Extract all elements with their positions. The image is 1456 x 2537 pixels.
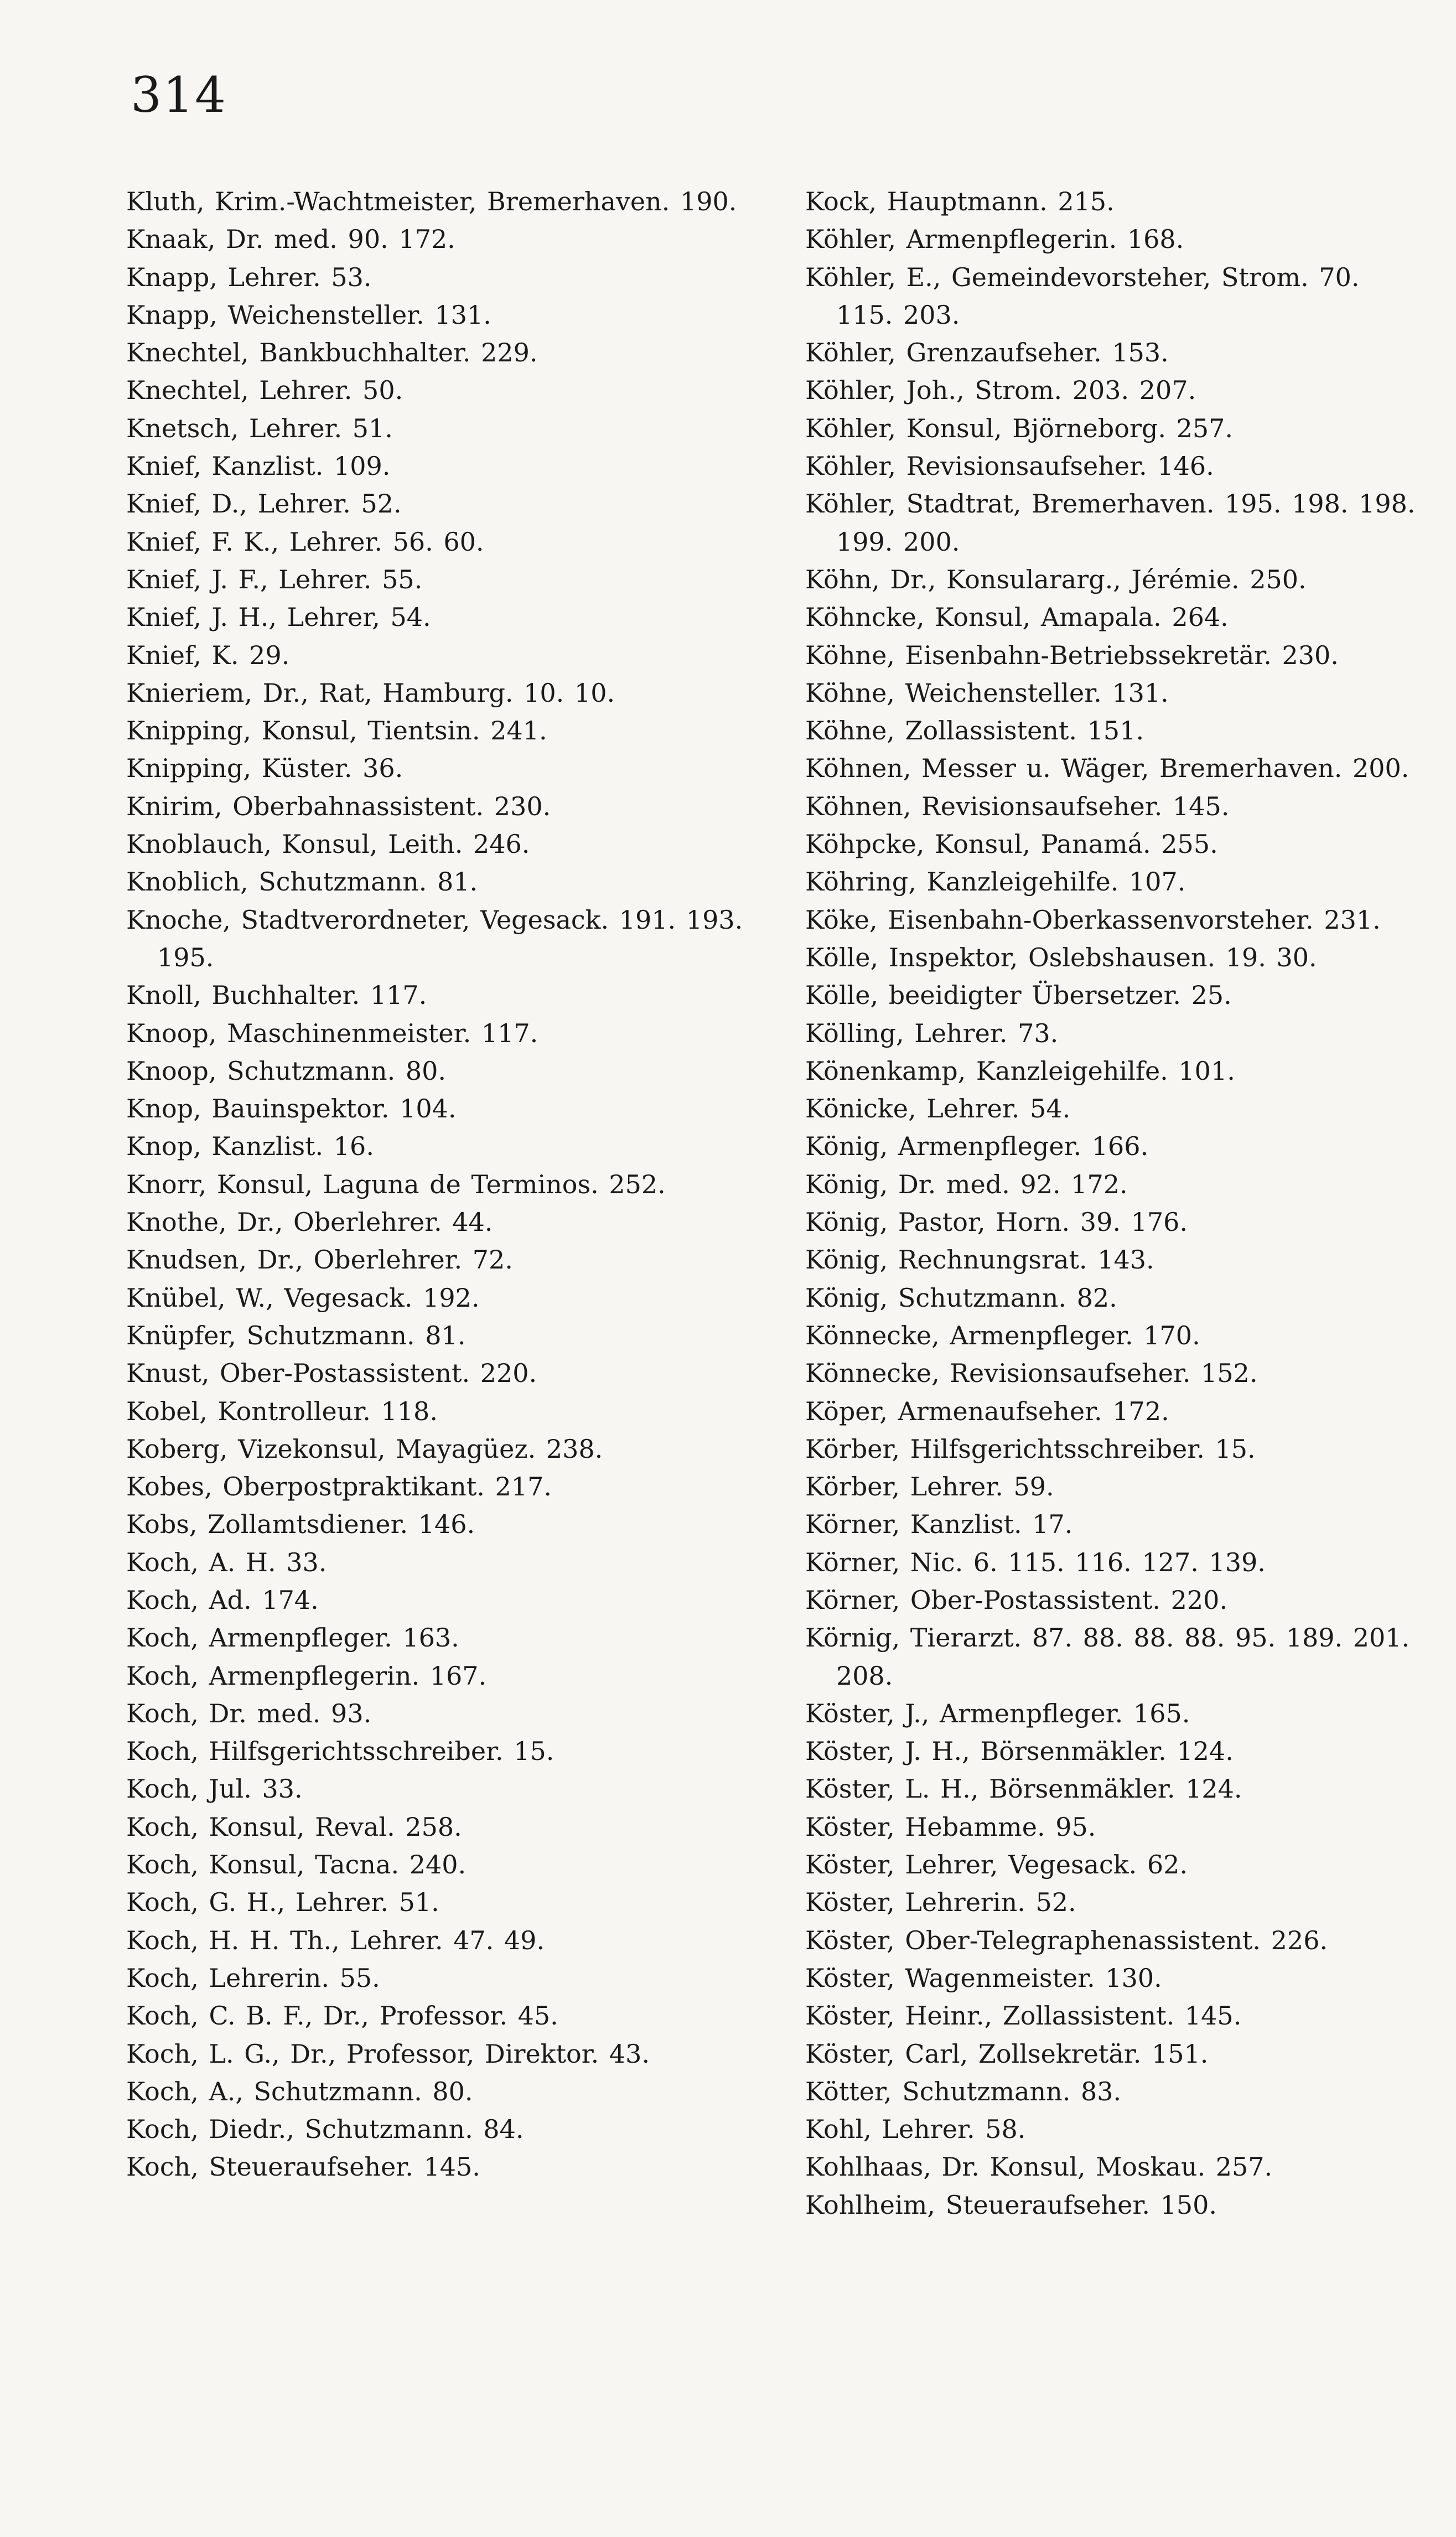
directory-entry: Knieriem, Dr., Rat, Hamburg. 10. 10. bbox=[126, 677, 615, 708]
directory-entry: Könnecke, Revisionsaufseher. 152. bbox=[805, 1358, 1258, 1389]
directory-entry: Köster, Carl, Zollsekretär. 151. bbox=[805, 2038, 1209, 2069]
directory-entry: Köster, L. H., Börsenmäkler. 124. bbox=[805, 1774, 1242, 1804]
directory-entry: Kölle, beeidigter Übersetzer. 25. bbox=[805, 980, 1232, 1011]
directory-entry: Knapp, Lehrer. 53. bbox=[126, 262, 372, 292]
directory-entry: Koch, L. G., Dr., Professor, Direktor. 43. bbox=[126, 2038, 650, 2069]
directory-entry: Koch, C. B. F., Dr., Professor. 45. bbox=[126, 2001, 558, 2031]
directory-entry: Koch, Ad. 174. bbox=[126, 1585, 319, 1615]
directory-entry: Köhler, Stadtrat, Bremerhaven. 195. 198. 198. 199. 200. bbox=[805, 489, 1416, 557]
directory-entry: Könenkamp, Kanzleigehilfe. 101. bbox=[805, 1055, 1235, 1086]
directory-entry: Koch, Steueraufseher. 145. bbox=[126, 2152, 480, 2182]
directory-entry: Knübel, W., Vegesack. 192. bbox=[126, 1282, 480, 1313]
page-number: 314 bbox=[131, 66, 227, 123]
directory-entry: Koch, Dr. med. 93. bbox=[126, 1698, 372, 1728]
directory-entry: Knaak, Dr. med. 90. 172. bbox=[126, 224, 455, 255]
directory-entry: Knief, J. F., Lehrer. 55. bbox=[126, 564, 423, 594]
directory-entry: Köster, Heinr., Zollassistent. 145. bbox=[805, 2001, 1242, 2031]
directory-entry: König, Pastor, Horn. 39. 176. bbox=[805, 1207, 1188, 1238]
directory-entry: Köhler, Konsul, Björneborg. 257. bbox=[805, 413, 1234, 443]
directory-entry: Knoop, Maschinenmeister. 117. bbox=[126, 1018, 538, 1048]
directory-entry: Knorr, Konsul, Laguna de Terminos. 252. bbox=[126, 1169, 666, 1199]
directory-entry: Knüpfer, Schutzmann. 81. bbox=[126, 1320, 466, 1350]
directory-entry: Kobs, Zollamtsdiener. 146. bbox=[126, 1509, 475, 1540]
directory-entry: Körner, Nic. 6. 115. 116. 127. 139. bbox=[805, 1547, 1266, 1577]
directory-entry: König, Dr. med. 92. 172. bbox=[805, 1169, 1128, 1199]
directory-entry: Koch, Armenpfleger. 163. bbox=[126, 1623, 459, 1653]
directory-entry: Könicke, Lehrer. 54. bbox=[805, 1094, 1071, 1124]
directory-entry: Koch, Armenpflegerin. 167. bbox=[126, 1660, 487, 1691]
directory-entry: Köster, Hebamme. 95. bbox=[805, 1811, 1096, 1842]
directory-entry: Köster, Lehrer, Vegesack. 62. bbox=[805, 1850, 1188, 1880]
directory-entry: Köster, Ober-Telegraphenassistent. 226. bbox=[805, 1925, 1328, 1955]
directory-entry: Kohlhaas, Dr. Konsul, Moskau. 257. bbox=[805, 2152, 1273, 2182]
directory-entry: Kluth, Krim.-Wachtmeister, Bremerhaven. 190. bbox=[126, 187, 737, 216]
directory-entry: Koch, G. H., Lehrer. 51. bbox=[126, 1887, 439, 1918]
directory-entry: Kobes, Oberpostpraktikant. 217. bbox=[126, 1472, 552, 1502]
directory-entry: Köster, Wagenmeister. 130. bbox=[805, 1963, 1162, 1993]
directory-entry: Kobel, Kontrolleur. 118. bbox=[126, 1396, 438, 1426]
directory-entry: Körner, Ober-Postassistent. 220. bbox=[805, 1585, 1228, 1615]
directory-entry: Koch, A., Schutzmann. 80. bbox=[126, 2076, 473, 2106]
directory-entry: Könnecke, Armenpfleger. 170. bbox=[805, 1320, 1200, 1350]
directory-entry: Köhn, Dr., Konsulararg., Jérémie. 250. bbox=[805, 564, 1307, 594]
directory-entry: Knapp, Weichensteller. 131. bbox=[126, 299, 491, 330]
directory-entry: Köster, Lehrerin. 52. bbox=[805, 1887, 1076, 1918]
directory-entry: Knoop, Schutzmann. 80. bbox=[126, 1055, 447, 1086]
directory-entry: Kock, Hauptmann. 215. bbox=[805, 187, 1115, 216]
directory-entry: Koch, Konsul, Tacna. 240. bbox=[126, 1850, 467, 1880]
directory-entry: König, Armenpfleger. 166. bbox=[805, 1131, 1149, 1162]
directory-entry: Körnig, Tierarzt. 87. 88. 88. 88. 95. 189. 201. 208. bbox=[805, 1623, 1410, 1691]
directory-entry: Knief, J. H., Lehrer, 54. bbox=[126, 602, 431, 633]
directory-entry: Kohlheim, Steueraufseher. 150. bbox=[805, 2189, 1217, 2220]
directory-entry: Köhnen, Revisionsaufseher. 145. bbox=[805, 791, 1230, 821]
directory-entry: Köhler, Joh., Strom. 203. 207. bbox=[805, 375, 1196, 406]
directory-entry: Knoblich, Schutzmann. 81. bbox=[126, 867, 478, 897]
directory-entry: Koch, Jul. 33. bbox=[126, 1774, 303, 1804]
directory-entry: Knirim, Oberbahnassistent. 230. bbox=[126, 791, 551, 821]
directory-entry: Knief, K. 29. bbox=[126, 640, 290, 670]
directory-entry: Köhler, Armenpflegerin. 168. bbox=[805, 224, 1184, 255]
directory-entry: Koch, Hilfsgerichtsschreiber. 15. bbox=[126, 1736, 555, 1767]
directory-entry: Köhpcke, Konsul, Panamá. 255. bbox=[805, 829, 1218, 860]
directory-entry: Koberg, Vizekonsul, Mayagüez. 238. bbox=[126, 1433, 603, 1464]
directory-entry: Kötter, Schutzmann. 83. bbox=[805, 2076, 1122, 2106]
directory-entry: Knechtel, Bankbuchhalter. 229. bbox=[126, 338, 538, 368]
directory-entry: Koch, Lehrerin. 55. bbox=[126, 1963, 380, 1993]
directory-entry: Köhnen, Messer u. Wäger, Bremerhaven. 200. bbox=[805, 753, 1410, 784]
directory-entry: Knechtel, Lehrer. 50. bbox=[126, 375, 403, 406]
directory-entry: Körner, Kanzlist. 17. bbox=[805, 1509, 1073, 1540]
directory-entry: Köke, Eisenbahn-Oberkassenvorsteher. 231. bbox=[805, 904, 1381, 935]
directory-entry: König, Rechnungsrat. 143. bbox=[805, 1245, 1154, 1275]
directory-entry: Köhler, Revisionsaufseher. 146. bbox=[805, 451, 1214, 481]
directory-entry: Köhne, Weichensteller. 131. bbox=[805, 677, 1169, 708]
directory-entry: Körber, Lehrer. 59. bbox=[805, 1472, 1054, 1502]
directory-entry: Knipping, Konsul, Tientsin. 241. bbox=[126, 716, 547, 746]
directory-entry: Knop, Kanzlist. 16. bbox=[126, 1131, 374, 1162]
directory-entry: Köster, J. H., Börsenmäkler. 124. bbox=[805, 1736, 1234, 1767]
directory-entry: Knop, Bauinspektor. 104. bbox=[126, 1094, 457, 1124]
directory-entry: Koch, A. H. 33. bbox=[126, 1547, 327, 1577]
directory-entry: Kölling, Lehrer. 73. bbox=[805, 1018, 1059, 1048]
directory-entry: Kölle, Inspektor, Oslebshausen. 19. 30. bbox=[805, 942, 1317, 972]
directory-entry: Knudsen, Dr., Oberlehrer. 72. bbox=[126, 1245, 513, 1275]
directory-entry: Knief, F. K., Lehrer. 56. 60. bbox=[126, 526, 484, 557]
directory-entry: Köhncke, Konsul, Amapala. 264. bbox=[805, 602, 1229, 633]
directory-entry: Köhring, Kanzleigehilfe. 107. bbox=[805, 867, 1186, 897]
directory-entry: Koch, Diedr., Schutzmann. 84. bbox=[126, 2114, 524, 2145]
directory-entry: Köhne, Zollassistent. 151. bbox=[805, 716, 1144, 746]
left-column bbox=[126, 183, 752, 2186]
directory-entry: Knetsch, Lehrer. 51. bbox=[126, 413, 393, 443]
directory-entry: Köster, J., Armenpfleger. 165. bbox=[805, 1698, 1190, 1728]
directory-entry: Körber, Hilfsgerichtsschreiber. 15. bbox=[805, 1433, 1256, 1464]
directory-entry: Köhler, E., Gemeindevorsteher, Strom. 70. 115. 203. bbox=[805, 262, 1360, 330]
directory-entry: Köhler, Grenzaufseher. 153. bbox=[805, 338, 1169, 368]
directory-entry: Koch, H. H. Th., Lehrer. 47. 49. bbox=[126, 1925, 545, 1955]
directory-entry: Knoche, Stadtverordneter, Vegesack. 191. 193. 195. bbox=[126, 904, 743, 972]
directory-entry: Koch, Konsul, Reval. 258. bbox=[126, 1811, 462, 1842]
directory-entry: König, Schutzmann. 82. bbox=[805, 1282, 1117, 1313]
directory-entry: Knust, Ober-Postassistent. 220. bbox=[126, 1358, 537, 1389]
directory-entry: Knief, D., Lehrer. 52. bbox=[126, 489, 402, 519]
directory-entry: Knoll, Buchhalter. 117. bbox=[126, 980, 427, 1011]
directory-entry: Knothe, Dr., Oberlehrer. 44. bbox=[126, 1207, 493, 1238]
directory-entry: Köhne, Eisenbahn-Betriebssekretär. 230. bbox=[805, 640, 1339, 670]
directory-entry: Knoblauch, Konsul, Leith. 246. bbox=[126, 829, 530, 860]
directory-entry: Knief, Kanzlist. 109. bbox=[126, 451, 391, 481]
directory-entry: Knipping, Küster. 36. bbox=[126, 753, 403, 784]
directory-entry: Köper, Armenaufseher. 172. bbox=[805, 1396, 1169, 1426]
right-column bbox=[805, 183, 1425, 2224]
directory-entry: Kohl, Lehrer. 58. bbox=[805, 2114, 1026, 2145]
